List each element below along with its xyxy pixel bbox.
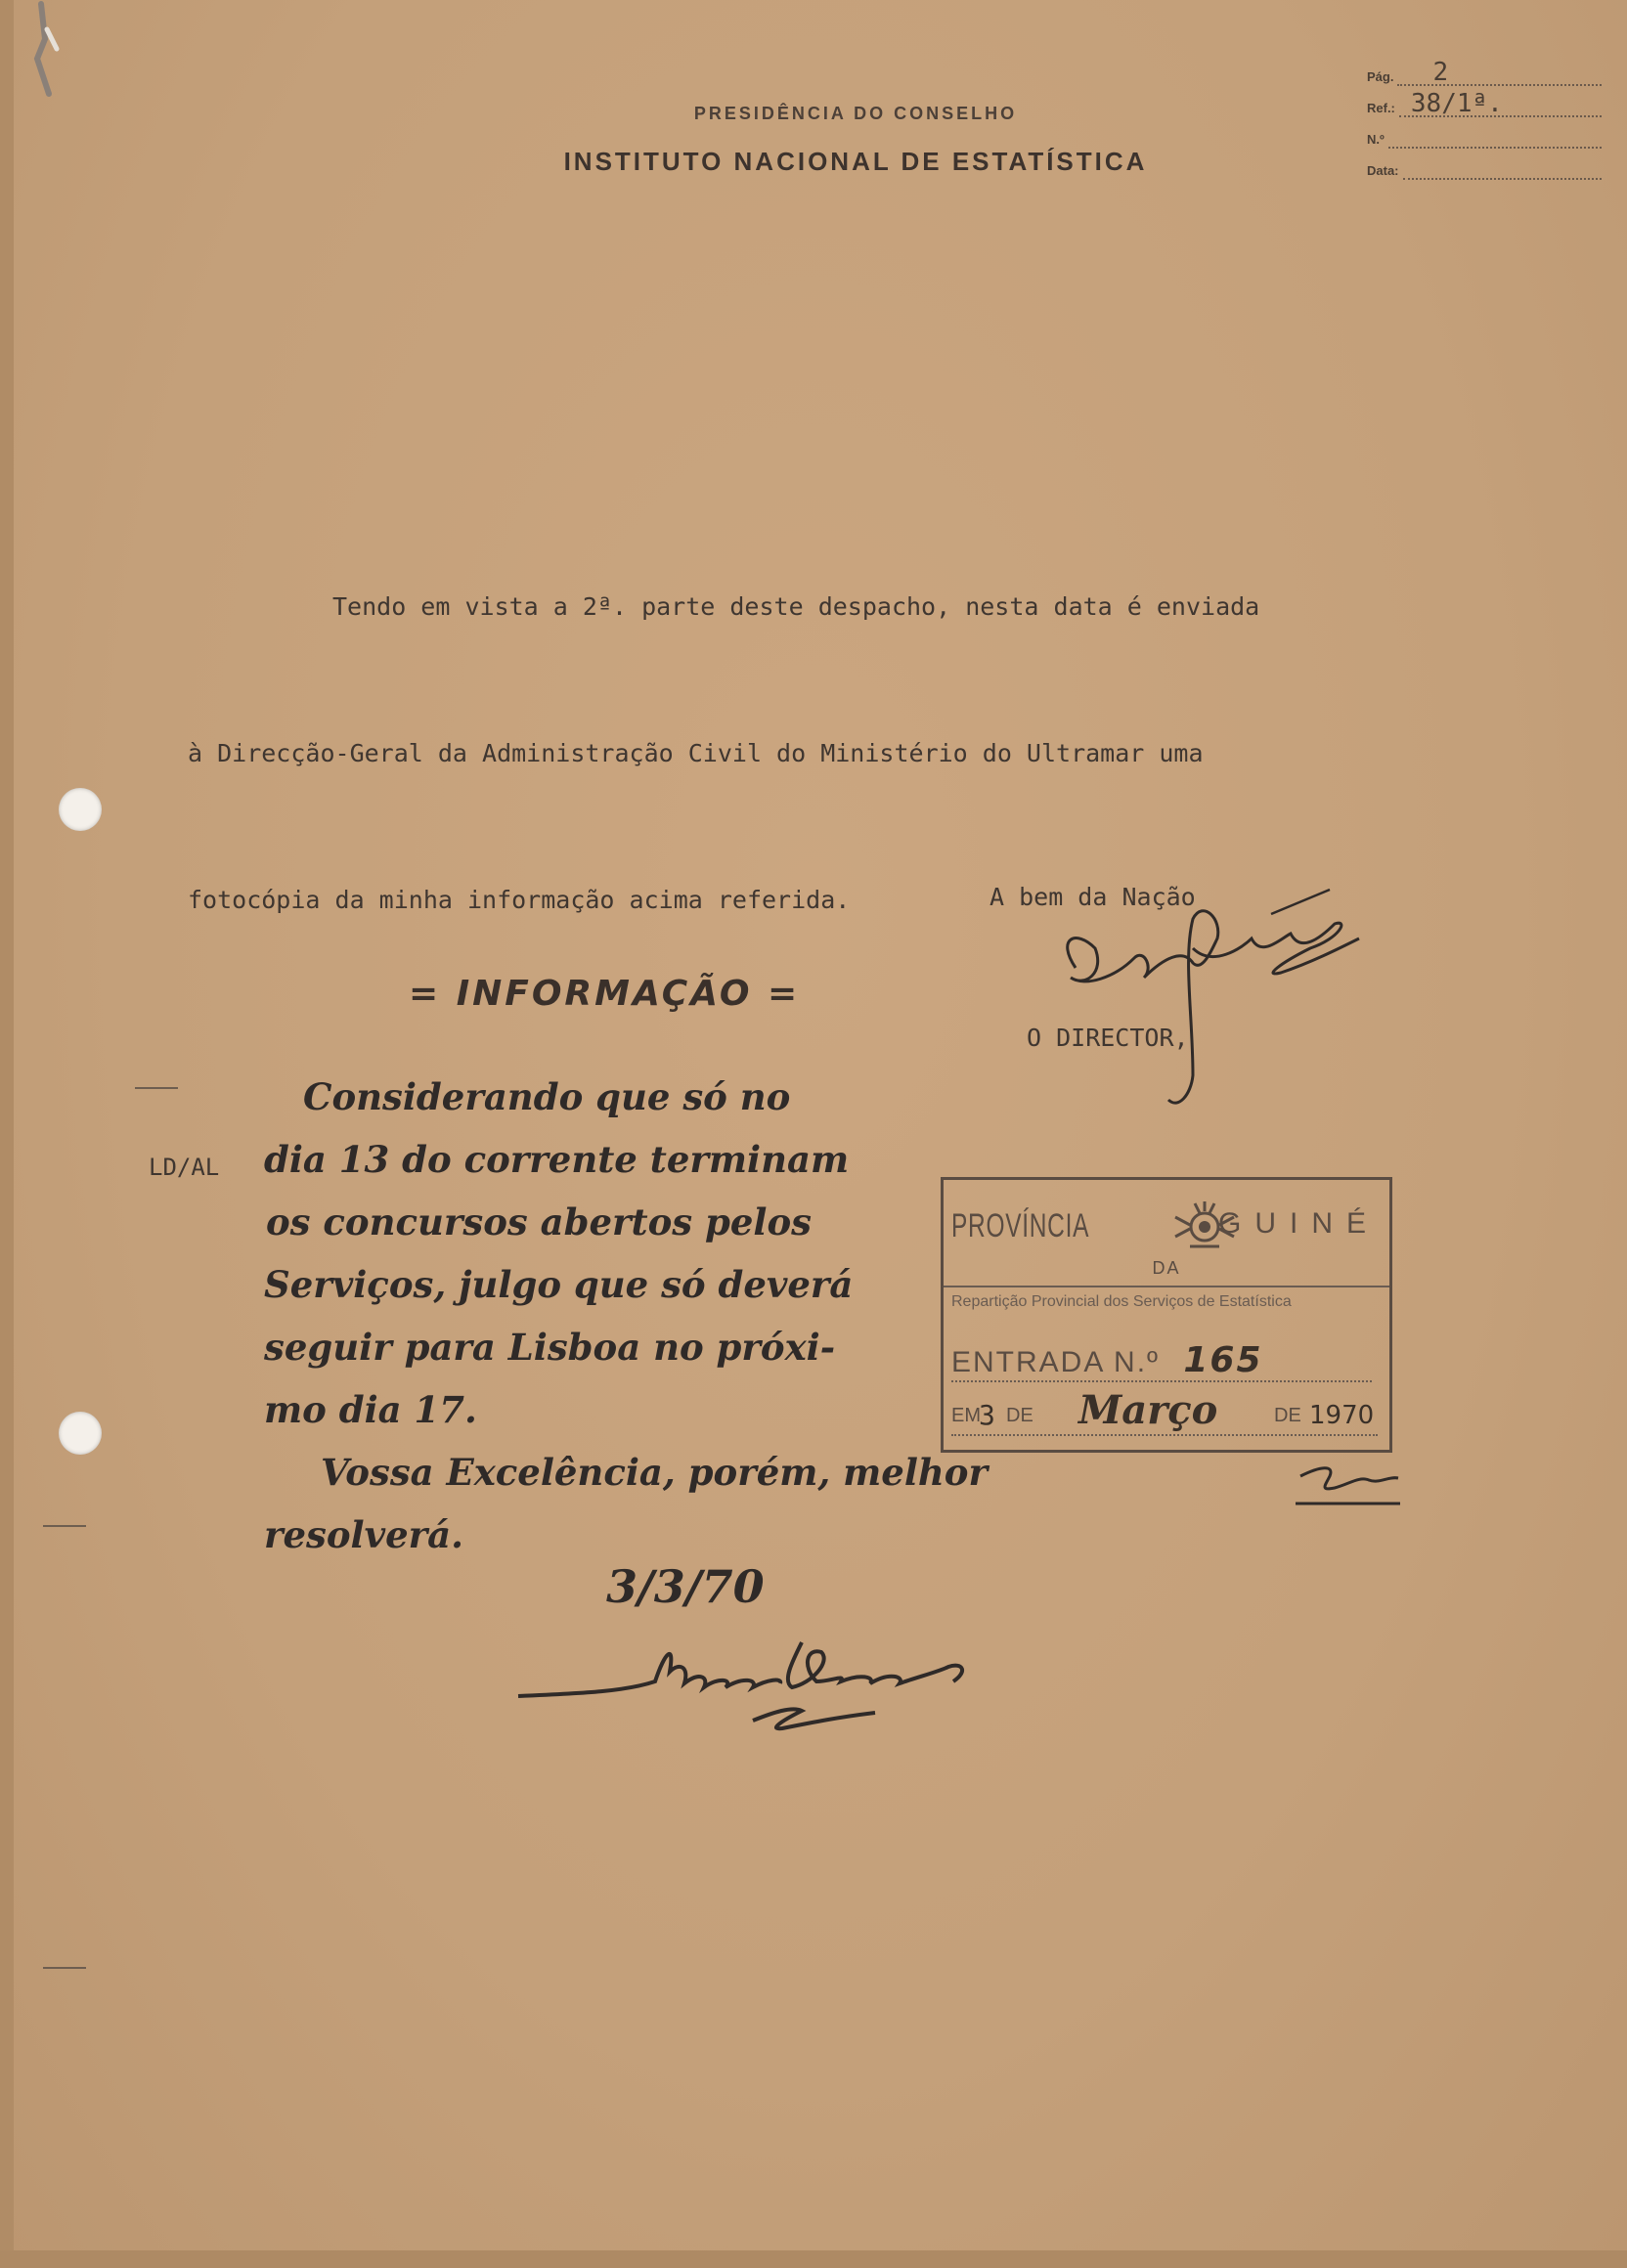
ref-row-pag	[1367, 55, 1602, 86]
information-title: = INFORMAÇÃO =	[409, 974, 801, 1014]
closing-greeting: A bem da Nação	[989, 883, 1196, 911]
note-line: dia 13 do corrente terminam	[264, 1138, 850, 1181]
punch-hole	[59, 788, 102, 831]
official-signature	[508, 1623, 1017, 1750]
stamp-da: DA	[1152, 1258, 1181, 1278]
body-line: à Direcção-Geral da Administração Civil do Ministério do Ultramar uma	[188, 739, 1204, 767]
stamp-entry-number: 165	[1183, 1340, 1263, 1380]
stamp-header	[944, 1198, 1389, 1256]
handwritten-note	[264, 1066, 988, 1566]
punch-hole	[59, 1412, 102, 1455]
margin-mark	[135, 1087, 178, 1089]
note-line: mo dia 17.	[264, 1388, 477, 1431]
no-label: N.º	[1367, 132, 1385, 147]
note-line: Vossa Excelência, porém, melhor	[321, 1451, 988, 1494]
stamp-divider	[944, 1286, 1389, 1287]
header-title: INSTITUTO NACIONAL DE ESTATÍSTICA	[563, 147, 1148, 176]
paper-edge-bottom	[0, 2250, 1627, 2268]
closing-block	[989, 780, 1196, 1156]
stamp-province: PROVÍNCIA	[951, 1207, 1090, 1244]
no-value	[1388, 123, 1602, 149]
stamp-region: GUINÉ	[1217, 1207, 1380, 1240]
margin-mark	[43, 1967, 86, 1969]
stamp-year: 1970	[1309, 1401, 1375, 1430]
staple-mark	[27, 0, 66, 98]
data-label: Data:	[1367, 163, 1399, 178]
stamp-date-line	[951, 1387, 1378, 1436]
margin-mark	[43, 1525, 86, 1527]
ref-row-data	[1367, 149, 1602, 180]
stamp-day: 3	[979, 1399, 995, 1431]
typist-initials: LD/AL	[149, 1154, 220, 1181]
stamp-entry-line	[951, 1340, 1372, 1382]
note-line: Considerando que só no	[303, 1075, 791, 1118]
reference-box	[1367, 55, 1602, 180]
closing-role: O DIRECTOR,	[1027, 1024, 1189, 1052]
body-line: fotocópia da minha informação acima referida.	[188, 886, 851, 914]
ref-row-ref	[1367, 86, 1602, 117]
body-line: Tendo em vista a 2ª. parte deste despacho, nesta data é enviada	[332, 592, 1260, 621]
pag-label: Pág.	[1367, 69, 1394, 84]
note-line: Serviços, julgo que só deverá	[264, 1263, 854, 1306]
stamp-month: Março	[1078, 1387, 1218, 1433]
ref-value: 38/1ª.	[1399, 92, 1602, 117]
stamp-de-label: DE	[1006, 1405, 1033, 1426]
stamp-entry-label: ENTRADA N.º	[951, 1346, 1160, 1378]
entry-stamp	[941, 1177, 1392, 1453]
stamp-em-label: EM	[951, 1405, 981, 1426]
note-date: 3/3/70	[606, 1560, 765, 1613]
note-line: os concursos abertos pelos	[266, 1200, 812, 1243]
stamp-department: Repartição Provincial dos Serviços de Estatística	[951, 1293, 1292, 1310]
stamp-initial-signature	[1291, 1447, 1408, 1515]
data-value	[1403, 154, 1602, 180]
note-line: seguir para Lisboa no próxi-	[264, 1326, 836, 1369]
header-subtitle: PRESIDÊNCIA DO CONSELHO	[693, 104, 1018, 123]
note-line: resolverá.	[264, 1513, 463, 1556]
pag-value: 2	[1397, 61, 1602, 86]
stamp-de-label-2: DE	[1274, 1405, 1301, 1426]
paper-edge	[0, 0, 14, 2268]
ref-label: Ref.:	[1367, 101, 1395, 115]
ref-row-no	[1367, 117, 1602, 149]
